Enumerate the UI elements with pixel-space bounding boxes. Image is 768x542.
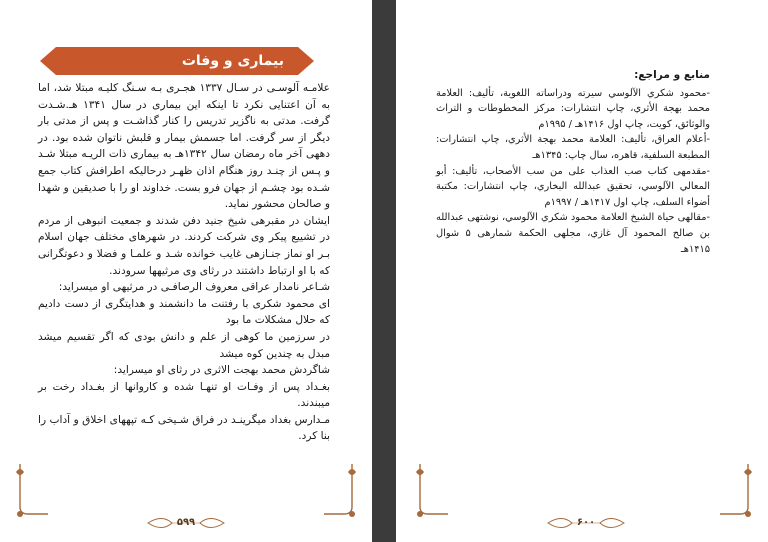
page-number: ۵۹۹	[176, 517, 196, 528]
book-spine	[372, 0, 396, 542]
corner-ornament-icon	[410, 462, 450, 522]
reference-item: -مقالهی حیاة الشيخ العلامة محمود شكري الآلوسي، نوشتهی عبدالله بن صالح المحمود آل غازي، مجلهی الحکمة شمارهی ۵ شوال ۱۴۱۵هـ	[436, 212, 710, 255]
verse-line: ای محمود شکری با رفتنت ما دانشمند و هدایتگری از دست دادیم که حلال مشکلات ما بود	[38, 297, 330, 327]
right-page	[396, 0, 768, 542]
references-section	[436, 68, 710, 257]
verse-line: در سرزمین ما کوهی از علم و دانش بودی که اگر تقسیم میشد مبدل به چندین کوه میشد	[38, 330, 330, 360]
verse-line: مـدارس بغداد میگرینـد در فراق شـیخی کـه تپههای اخلاق و آداب را بنا کرد.	[38, 413, 330, 443]
body-text	[38, 80, 330, 445]
left-page	[0, 0, 372, 542]
paragraph: شاگردش محمد بهجت الاثری در رثای او میسراید:	[113, 364, 330, 377]
paragraph: ایشان در مقبرهی شیخ جنید دفن شدند و جمعیت انبوهی از مردم در تشییع پیکر وی شرکت کردند. در شهرهای مختلف جهان اسلام بـر او نماز جنـازهی غایب خوانده شـد و علمـا و فضلا و دعوتگرانی که با او ارتباط داشتند در رثای وی مرثیهها سرودند.	[38, 214, 330, 277]
reference-item: -مقدمهی کتاب صب العذاب على من سب الأصحاب، تألیف: أبو المعالي الآلوسي، تحقیق عبدالله البخاري، چاپ انتشارات: مکتبة أضواء السلف، چاپ اول ۱۴۱۷هـ / ۱۹۹۷م	[436, 165, 710, 208]
section-title: بیماری و وفات	[56, 47, 298, 75]
paragraph: علامـه آلوسـی در سـال ۱۳۳۷ هجـری بـه سـنگ کلیـه مبتلا شد، اما به آن اعتنایی نکرد تا اینکه این بیماری در سال ۱۳۴۱ هـ.شـدت گرفت. مدتی به ناگزیر تدریس را کنار گذاشـت و پس از مدتی بار دیگر از سر گرفت. اما جسمش بیمار و قلبش ناتوان شده بود. در دههی آخر ماه رمضان سال ۱۳۴۲هـ به بیماری ذات الریـه مبتلا شـد و پـس از چنـد روز هنگام اذان ظهـر درحالیکه اطرافش کتاب جمع شـده بود چشـم از جهان فرو بست. خداوند او را با صدیقین و شهدا و صالحان محشور نماید.	[38, 82, 331, 211]
references-heading: منابع و مراجع:	[634, 69, 710, 81]
reference-item: -أعلام العراق، تألیف: العلامة محمد بهجة الأثري، چاپ انتشارات: المطبعة السلفية، قاهره، سال چاپ: ۱۳۴۵هـ	[436, 134, 710, 161]
reference-item: -محمود شكري الآلوسي سيرته ودراساته اللغوية، تألیف: العلامة محمد بهجة الأثري، چاپ انتشارات: مركز المخطوطات و التراث والوثائق، کویت، چاپ اول ۱۴۱۶هـ / ۱۹۹۵م	[436, 87, 710, 130]
corner-ornament-icon	[10, 462, 50, 522]
paragraph: شـاعر نامدار عراقی معروف الرصافـی در مرثیهی او میسراید:	[58, 281, 330, 294]
title-bar-cap-left	[40, 47, 56, 75]
page-number: ۶۰۰	[576, 517, 596, 528]
corner-ornament-icon	[322, 462, 362, 522]
title-bar-cap-right	[298, 47, 314, 75]
verse-line: بغـداد پس از وفـات او تنهـا شده و کاروانها از بغـداد رخت بر میبندند.	[38, 380, 330, 410]
corner-ornament-icon	[718, 462, 758, 522]
